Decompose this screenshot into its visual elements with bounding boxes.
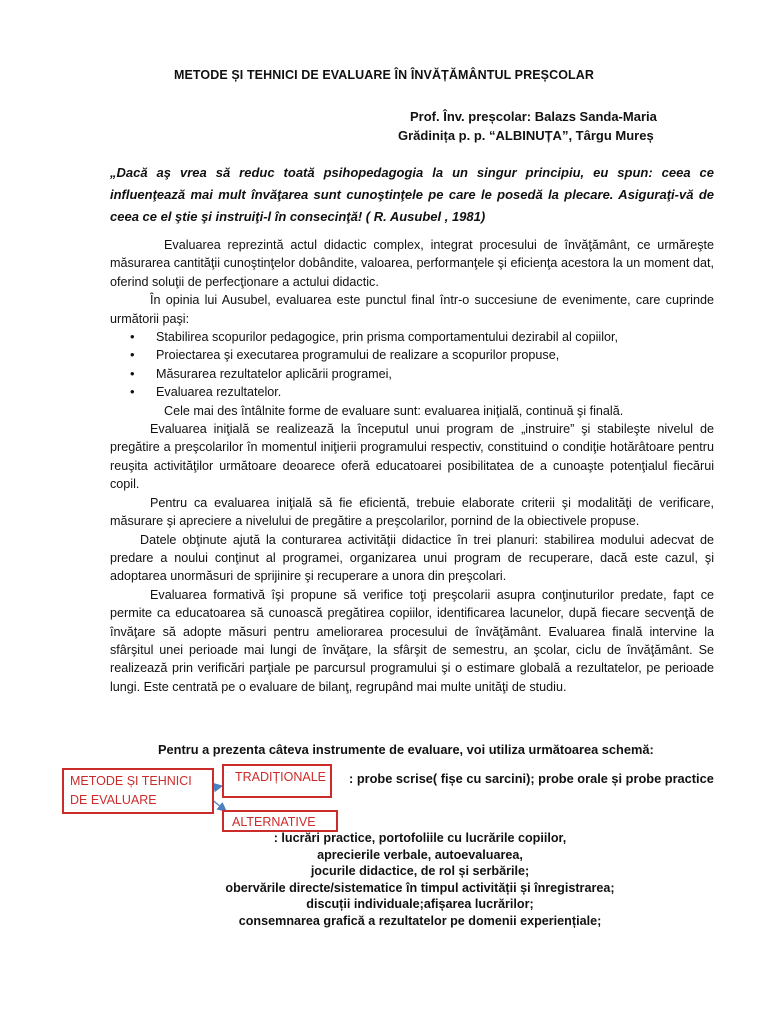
paragraph-forms: Cele mai des întâlnite forme de evaluare sunt: evaluarea iniţială, continuă şi finală.	[164, 403, 624, 418]
list-item: • Stabilirea scopurilor pedagogice, prin prisma comportamentului dezirabil al copiilor,	[110, 328, 714, 346]
author-block	[398, 107, 657, 145]
list-item: • Măsurarea rezultatelor aplicării programei,	[110, 365, 714, 383]
list-item: discuții individuale;afișarea lucrărilor;	[306, 897, 534, 912]
body-text	[110, 236, 714, 696]
paragraph-ausubel: În opinia lui Ausubel, evaluarea este punctul final într-o succesiune de evenimente, care cuprinde următorii paşi:	[110, 293, 714, 326]
school-line: Grădinița p. p. “ALBINUȚA”, Târgu Mureș	[398, 128, 654, 143]
paragraph-criteria: Pentru ca evaluarea iniţială să fie eficientă, trebuie elaborate criterii şi modalităţi de verificare, măsurare şi apreciere a nivelului de pregătire a preşcolarilor, pornind de la obiectivele propuse.	[110, 495, 714, 529]
list-item: • Evaluarea rezultatelor.	[110, 383, 714, 401]
methods-box-line: DE EVALUARE	[70, 793, 157, 807]
paragraph-evaluation-definition: Evaluarea reprezintă actul didactic complex, integrat procesului de învăţământ, ce urmăreşte măsurarea cantităţii cunoştinţelor dobândite, valoarea, performanţele şi eficienţa acestora la un moment dat, oferind soluţii de perfecţionare a actului didactic.	[110, 238, 714, 289]
traditional-methods-text: : probe scrise( fișe cu sarcini); probe orale și probe practice	[349, 771, 714, 786]
document-title: METODE ȘI TEHNICI DE EVALUARE ÎN ÎNVĂȚĂMÂNTUL PREȘCOLAR	[173, 68, 595, 82]
traditional-box: TRADIȚIONALE	[222, 764, 332, 798]
alternative-methods-list	[150, 830, 690, 930]
list-item: • Proiectarea şi executarea programului de realizare a scopurilor propuse,	[110, 346, 714, 364]
list-item: aprecierile verbale, autoevaluarea,	[317, 847, 523, 862]
list-item: : lucrări practice, portofoliile cu lucrările copiilor,	[273, 831, 567, 845]
methods-box-line: METODE ȘI TEHNICI	[70, 774, 192, 788]
paragraph-initial-evaluation: Evaluarea iniţială se realizează la începutul unui program de „instruire” şi stabileşte nivelul de pregătire a preşcolarilor în momentul iniţierii programului respectiv, constituind o condiţie hotărâtoare pentru reuşita activităţilor următoare deoarece oferă educatoarei posibilitatea de a cunoaşte potenţialul fiecărui copil.	[110, 422, 714, 492]
alternative-box: ALTERNATIVE	[222, 810, 338, 832]
list-item: obervările directe/sistematice în timpul activității și înregistrarea;	[225, 880, 615, 895]
paragraph-formative-final: Evaluarea formativă îşi propune să verifice toţi preşcolarii asupra conţinuturilor predate, fapt ce permite ca educatoarea să cunoască pregătirea copiilor, identificarea lacunelor, după fiecare secvenţă de învăţare să adopte măsuri pentru ameliorarea procesului de învăţământ. Evaluarea finală intervine la sfârşitul unei perioade mai lungi de învăţare, la sfârşit de semestru, an şcolar, ciclu de învăţământ. Se realizează prin verificări parţiale pe parcursul programului şi o estimare globală a rezultatelor, pe perioade lungi. Este centrată pe o evaluare de bilanţ, regrupând mai multe unităţi de studiu.	[110, 587, 714, 694]
list-item: jocurile didactice, de rol și serbările;	[310, 864, 530, 879]
epigraph-quote: „Dacă aş vrea să reduc toată psihopedagogia la un singur principiu, eu spun: ceea ce influenţează mai mult învăţarea sunt cunoştinţele pe care le posedă la plecare. Asiguraţi-vă de ceea ce el ştie şi instruiţi-l în consecinţă! ( R. Ausubel , 1981)	[110, 165, 714, 224]
list-item: consemnarea grafică a rezultatelor pe domenii experiențiale;	[238, 913, 602, 928]
steps-list	[110, 328, 714, 402]
methods-box	[62, 768, 214, 814]
author-line: Prof. Înv. preșcolar: Balazs Sanda-Maria	[410, 109, 657, 124]
paragraph-data: Datele obţinute ajută la conturarea activităţii didactice în trei planuri: stabilirea modului adecvat de predare a noului conţinut al programei, organizarea unui program de recuperare, dacă este cazul, şi adoptarea unormăsuri de sprijinire şi recuperare a unora din preşcolari.	[110, 532, 714, 584]
schema-intro: Pentru a prezenta câteva instrumente de evaluare, voi utiliza următoarea schemă:	[158, 742, 654, 757]
